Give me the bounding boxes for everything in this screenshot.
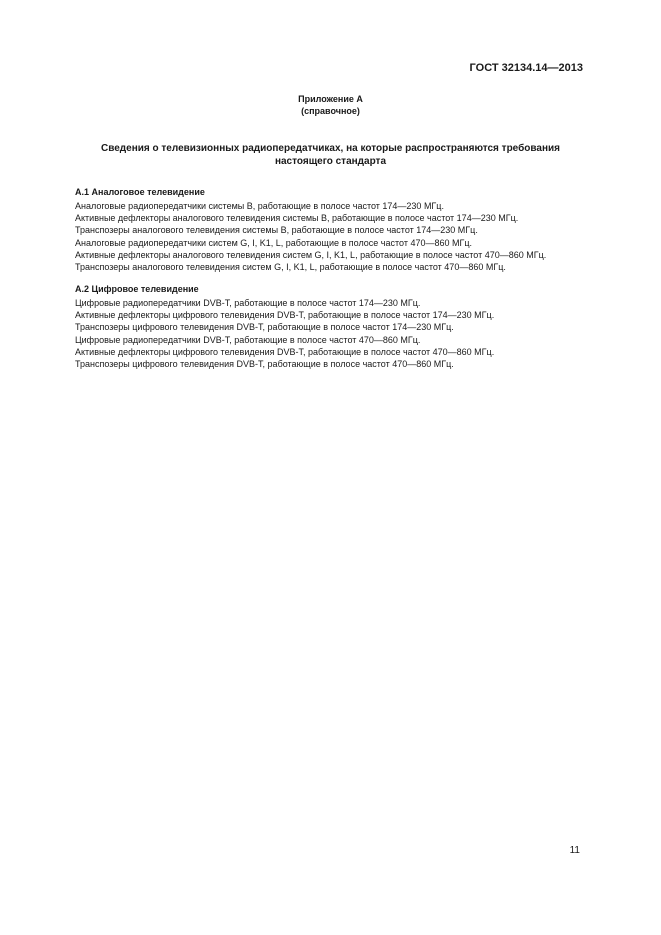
- appendix-label: Приложение А: [298, 94, 363, 104]
- list-item: Транспозеры цифрового телевидения DVB-T, работающие в полосе частот 470—860 МГц.: [75, 359, 454, 370]
- section-heading: А.1 Аналоговое телевидение: [75, 187, 205, 197]
- list-item: Активные дефлекторы цифрового телевидения DVB-T, работающие в полосе частот 174—230 МГц.: [75, 310, 495, 321]
- list-item: Активные дефлекторы цифрового телевидения DVB-T, работающие в полосе частот 470—860 МГц.: [75, 346, 495, 357]
- section-heading: А.2 Цифровое телевидение: [75, 284, 199, 294]
- list-item: Цифровые радиопередатчики DVB-T, работающие в полосе частот 470—860 МГц.: [75, 334, 421, 345]
- appendix-heading: [0, 93, 661, 117]
- standard-code: ГОСТ 32134.14—2013: [469, 62, 583, 74]
- page-number: 11: [569, 845, 580, 856]
- list-item: Транспозеры аналогового телевидения системы В, работающие в полосе частот 174—230 МГц.: [75, 225, 478, 236]
- list-item: Аналоговые радиопередатчики системы В, работающие в полосе частот 174—230 МГц.: [75, 201, 444, 211]
- list-item: Цифровые радиопередатчики DVB-T, работающие в полосе частот 174—230 МГц.: [75, 298, 421, 308]
- list-item: Активные дефлекторы аналогового телевидения системы В, работающие в полосе частот 174—230 МГц.: [75, 213, 519, 224]
- title-line-2: настоящего стандарта: [274, 156, 387, 167]
- appendix-type: (справочное): [301, 106, 360, 116]
- title-line-1: Сведения о телевизионных радиопередатчиках, на которые распространяются требования: [101, 143, 560, 154]
- section-analog-tv: [75, 186, 595, 273]
- list-item: Транспозеры цифрового телевидения DVB-T, работающие в полосе частот 174—230 МГц.: [75, 322, 454, 333]
- section-digital-tv: [75, 283, 595, 370]
- document-title: [40, 142, 621, 168]
- list-item: Транспозеры аналогового телевидения систем G, I, K1, L, работающие в полосе частот 470—860 МГц.: [75, 262, 506, 273]
- list-item: Аналоговые радиопередатчики систем G, I, K1, L, работающие в полосе частот 470—860 МГц.: [75, 237, 473, 248]
- list-item: Активные дефлекторы аналогового телевидения систем G, I, K1, L, работающие в полосе частот 470—860 МГц.: [75, 249, 547, 260]
